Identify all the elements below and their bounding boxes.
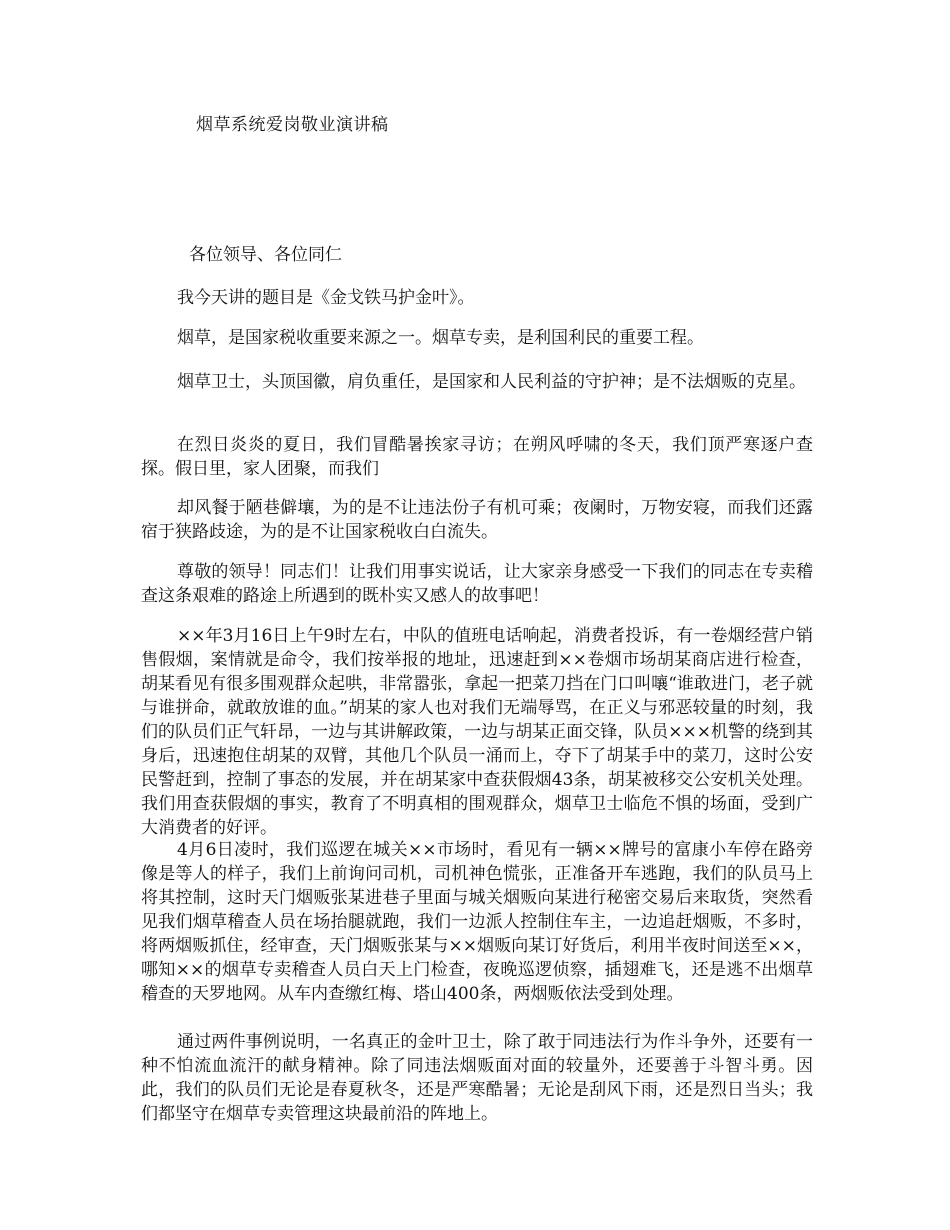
paragraph-seasons: 在烈日炎炎的夏日，我们冒酷暑挨家寻访；在朔风呼啸的冬天，我们顶严寒逐户查探。假日里，家人团聚，而我们 (141, 435, 813, 479)
paragraph-sacrifice: 却风餐于陋巷僻壤，为的是不让违法份子有机可乘；夜阑时，万物安寝，而我们还露宿于狭路歧途，为的是不让国家税收白白流失。 (141, 498, 813, 542)
salutation: 各位领导、各位同仁 (189, 245, 342, 265)
paragraph-topic: 我今天讲的题目是《金戈铁马护金叶》。 (177, 288, 475, 308)
paragraph-case-one: ××年3月16日上午9时左右，中队的值班电话响起，消费者投诉，有一卷烟经营户销售假烟，案情就是命令，我们按举报的地址，迅速赶到××卷烟市场胡某商店进行检查，胡某看见有很多围观群众起哄，非常嚣张，拿起一把菜刀挡在门口叫嚷“谁敢进门，老子就与谁拼命，就敢放谁的血。”胡某的家人也对我们无端辱骂，在正义与邪恶较量的时刻，我们的队员们正气轩昂，一边与其讲解政策，一边与胡某正面交锋，队员×××机警的绕到其身后，迅速抱住胡某的双臂，其他几个队员一涌而上，夺下了胡某手中的菜刀，这时公安民警赶到，控制了事态的发展，并在胡某家中查获假烟43条，胡某被移交公安机关处理。我们用查获假烟的事实，教育了不明真相的围观群众，烟草卫士临危不惧的场面，受到广大消费者的好评。 (141, 626, 813, 838)
paragraph-guardians: 烟草卫士，头顶国徽，肩负重任，是国家和人民利益的守护神；是不法烟贩的克星。 (177, 372, 806, 392)
document-title: 烟草系统爱岗敬业演讲稿 (196, 115, 389, 135)
paragraph-tobacco-intro: 烟草，是国家税收重要来源之一。烟草专卖，是利国利民的重要工程。 (177, 328, 704, 348)
paragraph-case-two: 4月6日凌时，我们巡逻在城关××市场时，看见有一辆××牌号的富康小车停在路旁像是等人的样子，我们上前询问司机，司机神色慌张，正准备开车逃跑，我们的队员马上将其控制，这时天门烟贩张某进巷子里面与城关烟贩向某进行秘密交易后来取货，突然看见我们烟草稽查人员在场抬腿就跑，我们一边派人控制住车主，一边追赶烟贩，不多时，将两烟贩抓住，经审查，天门烟贩张某与××烟贩向某订好货后，利用半夜时间送至××，哪知××的烟草专卖稽查人员白天上门检查，夜晚巡逻侦察，插翅难飞，还是逃不出烟草稽查的天罗地网。从车内查缴红梅、塔山400条，两烟贩依法受到处理。 (141, 840, 813, 1004)
paragraph-address: 尊敬的领导！同志们！让我们用事实说话，让大家亲身感受一下我们的同志在专卖稽查这条艰难的路途上所遇到的既朴实又感人的故事吧！ (141, 562, 813, 606)
paragraph-conclusion: 通过两件事例说明，一名真正的金叶卫士，除了敢于同违法行为作斗争外，还要有一种不怕流血流汗的献身精神。除了同违法烟贩面对面的较量外，还要善于斗智斗勇。因此，我们的队员们无论是春夏秋冬，还是严寒酷暑；无论是刮风下雨，还是烈日当头；我们都坚守在烟草专卖管理这块最前沿的阵地上。 (141, 1032, 813, 1124)
